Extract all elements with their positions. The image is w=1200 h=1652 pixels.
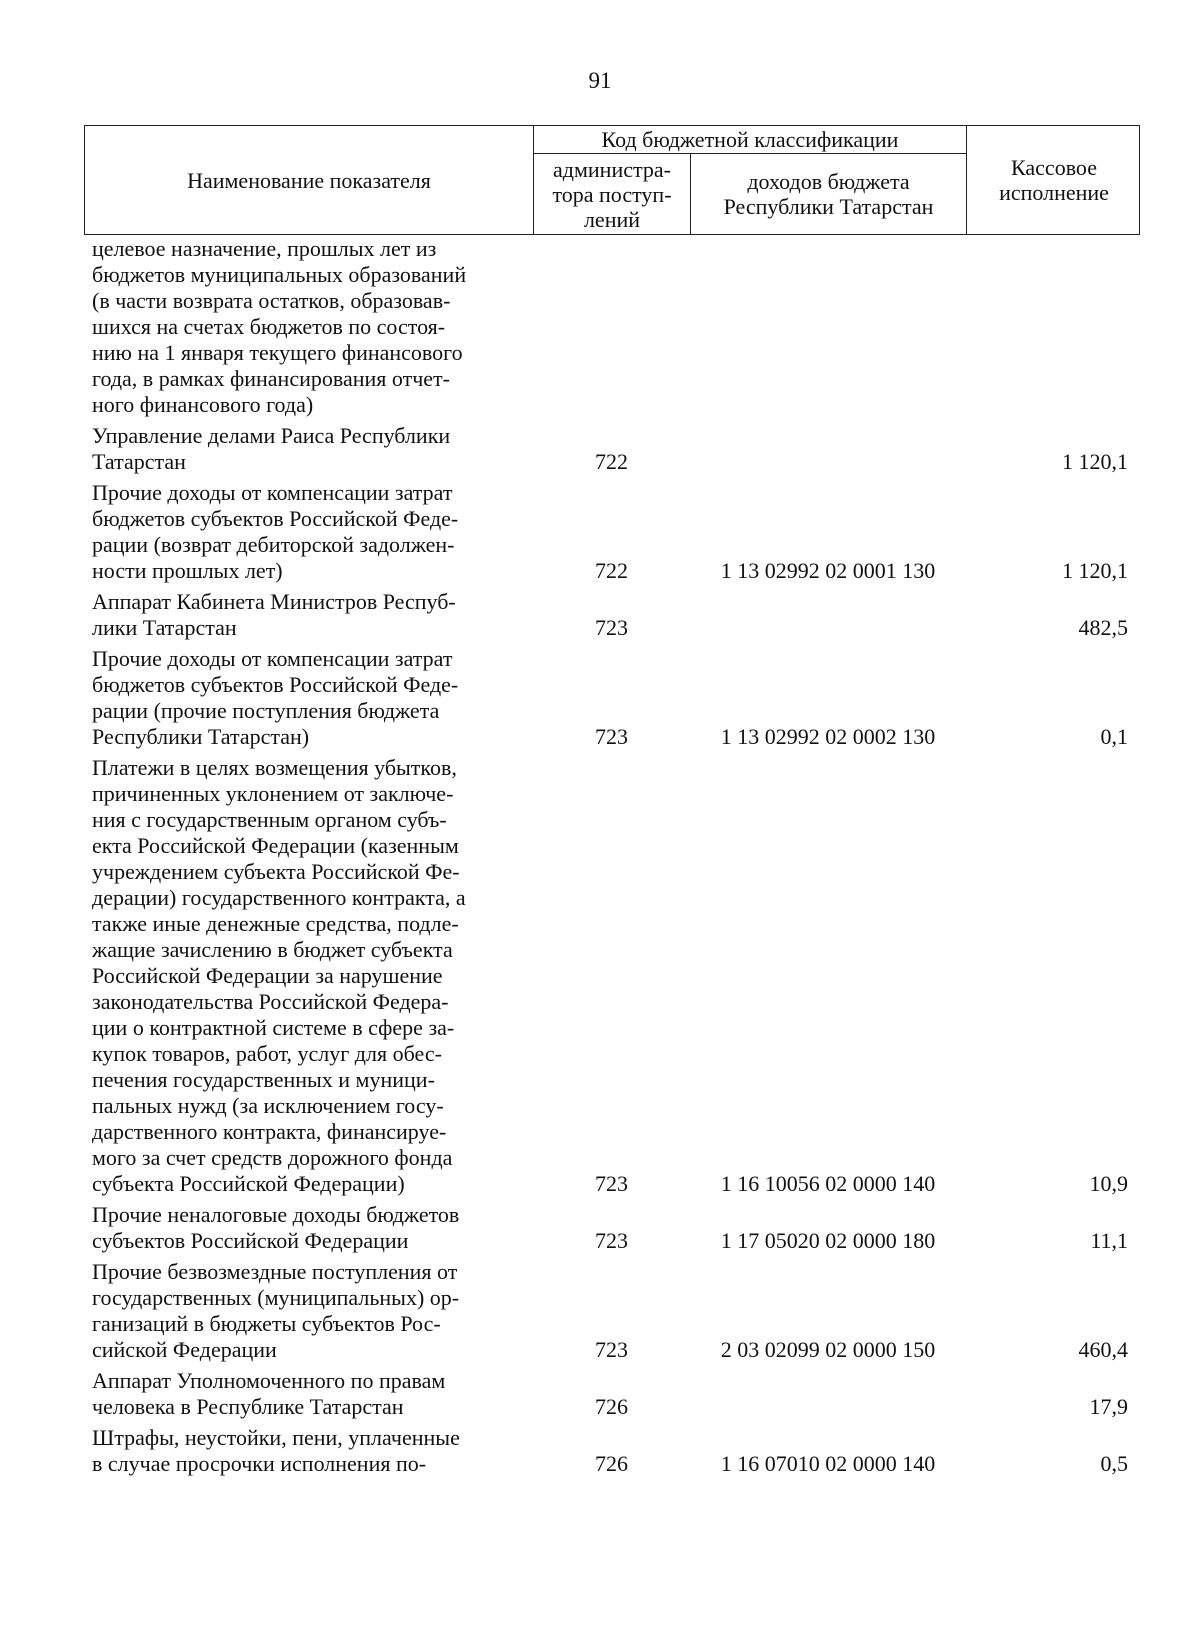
row-amount: 1 120,1 — [1062, 449, 1128, 474]
row-administrator-code: 723 — [595, 1171, 628, 1196]
row-administrator-code: 722 — [595, 449, 628, 474]
row-amount: 460,4 — [1078, 1337, 1128, 1362]
table-row — [84, 236, 1140, 418]
table-row — [84, 755, 1140, 1197]
row-amount: 17,9 — [1089, 1394, 1128, 1419]
row-administrator-code: 723 — [595, 724, 628, 749]
row-name: Платежи в целях возмещения убытков, причиненных уклонением от заключе- ния с государственным органом субъ- екта Российской Федерации (казенным учреждением субъекта Российской Фе- дерации) государственного контракта, а также иные денежные средства, подле- жащие зачислению в бюджет субъекта Российской Федерации за нарушение законодательства Российской Федера- ции о контрактной системе в сфере за- купок товаров, работ, услуг для обес- печения государственных и муници- пальных нужд (за исключением госу- дарственного контракта, финансируе- мого за счет средств дорожного фонда субъекта Российской Федерации) — [92, 755, 466, 1196]
row-amount: 0,1 — [1100, 724, 1128, 749]
row-administrator-code: 726 — [595, 1394, 628, 1419]
table-row — [84, 1425, 1140, 1477]
row-name: Прочие безвозмездные поступления от государственных (муниципальных) ор- ганизаций в бюджеты субъектов Рос- сийской Федерации — [92, 1259, 460, 1362]
header-name: Наименование показателя — [85, 126, 534, 234]
header-administrator: администра- тора поступ- лений — [534, 154, 691, 234]
table-row — [84, 480, 1140, 584]
row-administrator-code: 726 — [595, 1451, 628, 1476]
row-name: Штрафы, неустойки, пени, уплаченные в случае просрочки исполнения по- — [92, 1425, 460, 1476]
row-name: Прочие неналоговые доходы бюджетов субъектов Российской Федерации — [92, 1202, 460, 1253]
row-amount: 0,5 — [1100, 1451, 1128, 1476]
page-number: 91 — [588, 68, 612, 93]
table-header — [84, 125, 1140, 235]
row-amount: 10,9 — [1089, 1171, 1128, 1196]
row-income-code: 1 13 02992 02 0001 130 — [720, 558, 936, 583]
row-name: Управление делами Раиса Республики Татарстан — [92, 423, 451, 474]
row-name: Прочие доходы от компенсации затрат бюджетов субъектов Российской Феде- рации (прочие поступления бюджета Республики Татарстан) — [92, 646, 459, 749]
header-execution: Кассовое исполнение — [999, 155, 1109, 205]
table-row — [84, 1368, 1140, 1420]
table-row — [84, 646, 1140, 750]
header-code-group: Код бюджетной классификации — [534, 126, 967, 154]
row-amount: 1 120,1 — [1062, 558, 1128, 583]
row-amount: 11,1 — [1090, 1228, 1128, 1253]
row-administrator-code: 723 — [595, 615, 628, 640]
table-row — [84, 1259, 1140, 1363]
row-name: Прочие доходы от компенсации затрат бюджетов субъектов Российской Феде- рации (возврат дебиторской задолжен- ности прошлых лет) — [92, 480, 459, 583]
budget-table — [84, 125, 1140, 1482]
header-income: доходов бюджета Республики Татарстан — [691, 154, 967, 234]
table-row — [84, 589, 1140, 641]
row-name: Аппарат Уполномоченного по правам человека в Республике Татарстан — [92, 1368, 446, 1419]
row-amount: 482,5 — [1078, 615, 1128, 640]
row-name: целевое назначение, прошлых лет из бюджетов муниципальных образований (в части возврата остатков, образовав- шихся на счетах бюджетов по состоя- нию на 1 января текущего финансового года, в рамках финансирования отчет- ного финансового года) — [92, 236, 467, 417]
row-income-code: 2 03 02099 02 0000 150 — [720, 1337, 936, 1362]
row-administrator-code: 722 — [595, 558, 628, 583]
row-income-code: 1 16 07010 02 0000 140 — [720, 1451, 936, 1476]
row-administrator-code: 723 — [595, 1337, 628, 1362]
table-body — [84, 236, 1140, 1477]
row-income-code: 1 13 02992 02 0002 130 — [720, 724, 936, 749]
row-name: Аппарат Кабинета Министров Респуб- лики Татарстан — [92, 589, 456, 640]
row-income-code: 1 17 05020 02 0000 180 — [720, 1228, 936, 1253]
table-row — [84, 1202, 1140, 1254]
table-row — [84, 423, 1140, 475]
row-income-code: 1 16 10056 02 0000 140 — [720, 1171, 936, 1196]
row-administrator-code: 723 — [595, 1228, 628, 1253]
